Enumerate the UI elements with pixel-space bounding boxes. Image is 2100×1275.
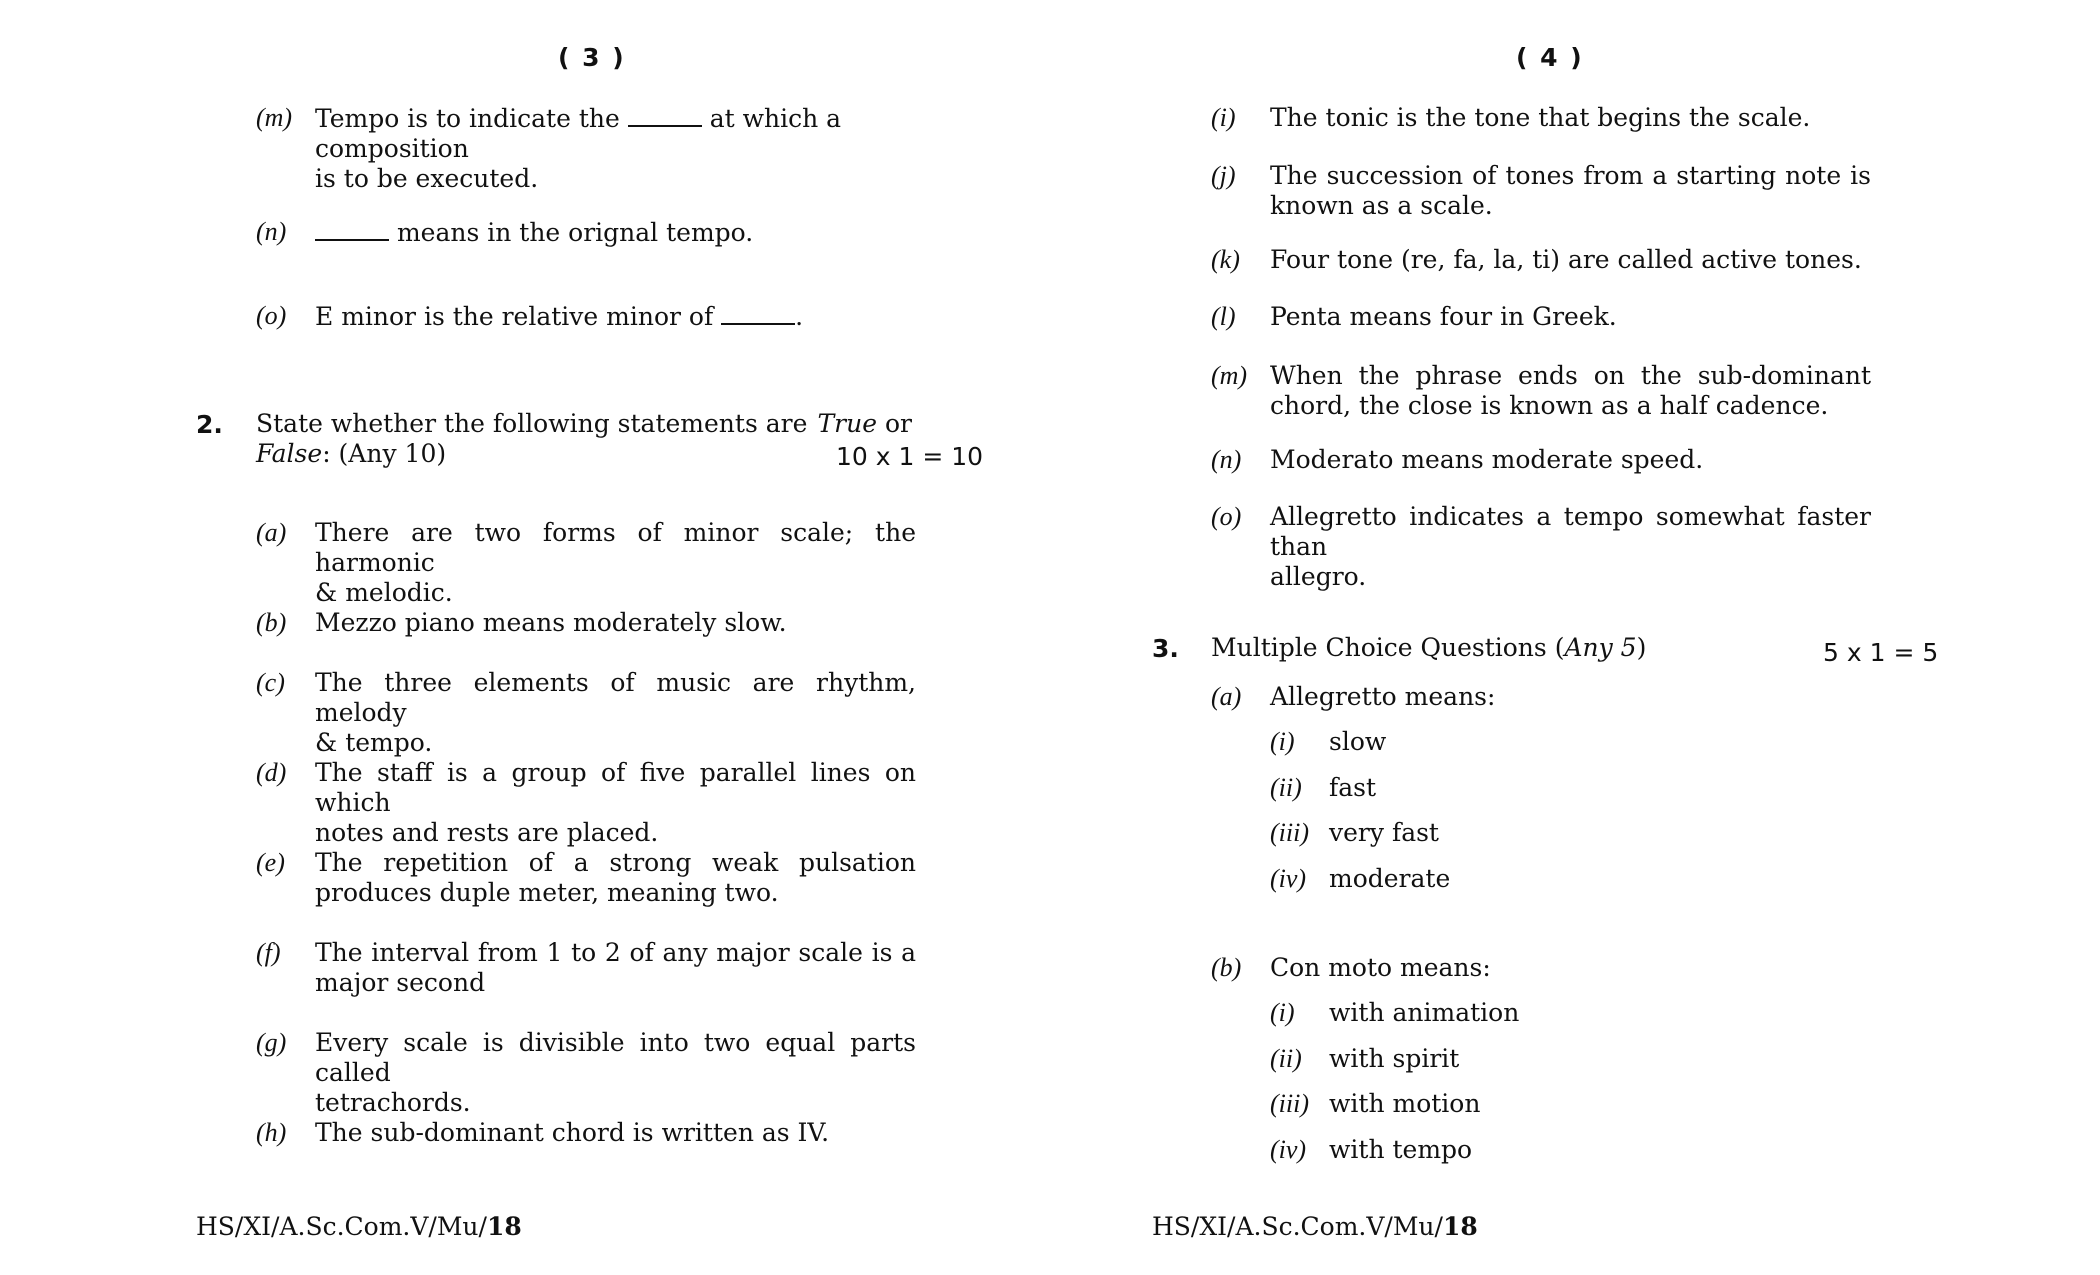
item-label: (m)	[256, 103, 293, 132]
option-text: with spirit	[1329, 1043, 1460, 1073]
item-text: The staff is a group of five parallel lines on which	[315, 758, 916, 817]
item-text: The repetition of a strong weak pulsation	[315, 848, 916, 877]
question-text: Con moto means:	[1270, 953, 1491, 982]
option-text: with tempo	[1329, 1134, 1473, 1164]
item-text: The tonic is the tone that begins the scale.	[1270, 103, 1811, 132]
option-text: moderate	[1329, 863, 1451, 893]
footer-code-number: 18	[486, 1212, 522, 1241]
item-text-line2: & tempo.	[315, 728, 433, 757]
option-text: with animation	[1329, 998, 1520, 1027]
item-text: There are two forms of minor scale; the harmonic	[315, 518, 916, 577]
item-text: The sub-dominant chord is written as IV.	[315, 1118, 830, 1147]
item-text: Allegretto indicates a tempo somewhat faster than	[1270, 502, 1871, 561]
option-text: fast	[1329, 772, 1377, 802]
false-word: False	[256, 439, 323, 468]
footer-code: HS/XI/A.Sc.Com.V/Mu/	[196, 1212, 487, 1241]
true-word: True	[817, 409, 878, 438]
question-number: 3.	[1152, 634, 1179, 663]
item-label: (m)	[1211, 361, 1248, 390]
item-label: (d)	[256, 758, 287, 787]
page-number-left: ( 3 )	[558, 43, 626, 72]
option-label: (ii)	[1270, 1043, 1302, 1073]
item-label: (n)	[1211, 445, 1242, 474]
marks-allocation: 5 x 1 = 5	[1823, 638, 1939, 667]
item-text-line2: notes and rests are placed.	[315, 818, 659, 847]
question-text: Multiple Choice Questions (	[1211, 633, 1565, 662]
item-text-line2: tetrachords.	[315, 1088, 471, 1117]
page-number-right: ( 4 )	[1516, 43, 1584, 72]
option-text: with motion	[1329, 1089, 1481, 1118]
item-text: Four tone (re, fa, la, ti) are called active tones.	[1270, 245, 1862, 274]
item-label: (a)	[256, 518, 287, 547]
question-number: 2.	[196, 410, 223, 439]
question-label: (b)	[1211, 953, 1242, 982]
or-word: or	[884, 409, 912, 438]
item-text: .	[795, 302, 804, 331]
answer-blank	[721, 301, 795, 325]
item-text: at which a composition	[315, 104, 842, 163]
option-label: (iv)	[1270, 863, 1307, 893]
item-text: Penta means four in Greek.	[1270, 302, 1617, 331]
question-text: State whether the following statements are	[256, 409, 808, 438]
item-text-line2: & melodic.	[315, 578, 453, 607]
footer-code-left	[196, 1212, 522, 1242]
item-label: (o)	[1211, 502, 1242, 531]
item-text: means in the orignal tempo.	[396, 218, 754, 247]
item-text-line2: produces duple meter, meaning two.	[315, 878, 779, 907]
any-count: Any 5	[1564, 633, 1637, 662]
item-text: The three elements of music are rhythm, melody	[315, 668, 916, 727]
item-text: Tempo is to indicate the	[315, 104, 620, 133]
question-label: (a)	[1211, 682, 1242, 711]
item-text: When the phrase ends on the sub-dominant	[1270, 361, 1871, 390]
item-text-line2: chord, the close is known as a half cadence.	[1270, 391, 1829, 420]
item-text: The succession of tones from a starting note is	[1270, 161, 1871, 190]
option-label: (i)	[1270, 998, 1295, 1027]
question-text-close: )	[1636, 633, 1647, 662]
option-label: (iii)	[1270, 818, 1309, 847]
item-text-line2: major second	[315, 968, 486, 997]
option-label: (ii)	[1270, 772, 1302, 802]
item-text: Mezzo piano means moderately slow.	[315, 608, 787, 637]
item-text: E minor is the relative minor of	[315, 302, 714, 331]
item-label: (j)	[1211, 161, 1236, 190]
item-label: (e)	[256, 848, 285, 877]
item-text: The interval from 1 to 2 of any major scale is a	[315, 938, 916, 967]
question-2-heading	[256, 409, 916, 469]
item-label: (b)	[256, 608, 287, 637]
item-label: (g)	[256, 1028, 287, 1057]
item-label: (i)	[1211, 103, 1236, 132]
footer-code: HS/XI/A.Sc.Com.V/Mu/	[1152, 1212, 1443, 1241]
option-label: (i)	[1270, 727, 1295, 756]
item-text: Every scale is divisible into two equal parts called	[315, 1028, 916, 1087]
footer-code-right	[1152, 1212, 1478, 1242]
item-label: (c)	[256, 668, 285, 697]
question-text: Allegretto means:	[1270, 682, 1496, 711]
option-text: very fast	[1329, 818, 1439, 847]
answer-blank	[315, 217, 389, 241]
option-label: (iii)	[1270, 1089, 1309, 1118]
item-text-line2: is to be executed.	[315, 164, 539, 193]
option-text: slow	[1329, 727, 1387, 756]
item-text-line2: known as a scale.	[1270, 191, 1493, 220]
question-text-rest: : (Any 10)	[322, 439, 447, 468]
item-label: (h)	[256, 1118, 287, 1147]
option-label: (iv)	[1270, 1134, 1307, 1164]
item-label: (f)	[256, 938, 281, 967]
question-3-heading	[1211, 633, 1646, 663]
item-text: Moderato means moderate speed.	[1270, 445, 1704, 474]
footer-code-number: 18	[1442, 1212, 1478, 1241]
marks-allocation: 10 x 1 = 10	[836, 442, 984, 471]
item-text-line2: allegro.	[1270, 562, 1367, 591]
answer-blank	[628, 103, 702, 127]
item-label: (l)	[1211, 302, 1236, 331]
item-label: (n)	[256, 217, 287, 246]
item-label: (o)	[256, 301, 287, 330]
item-label: (k)	[1211, 245, 1240, 274]
